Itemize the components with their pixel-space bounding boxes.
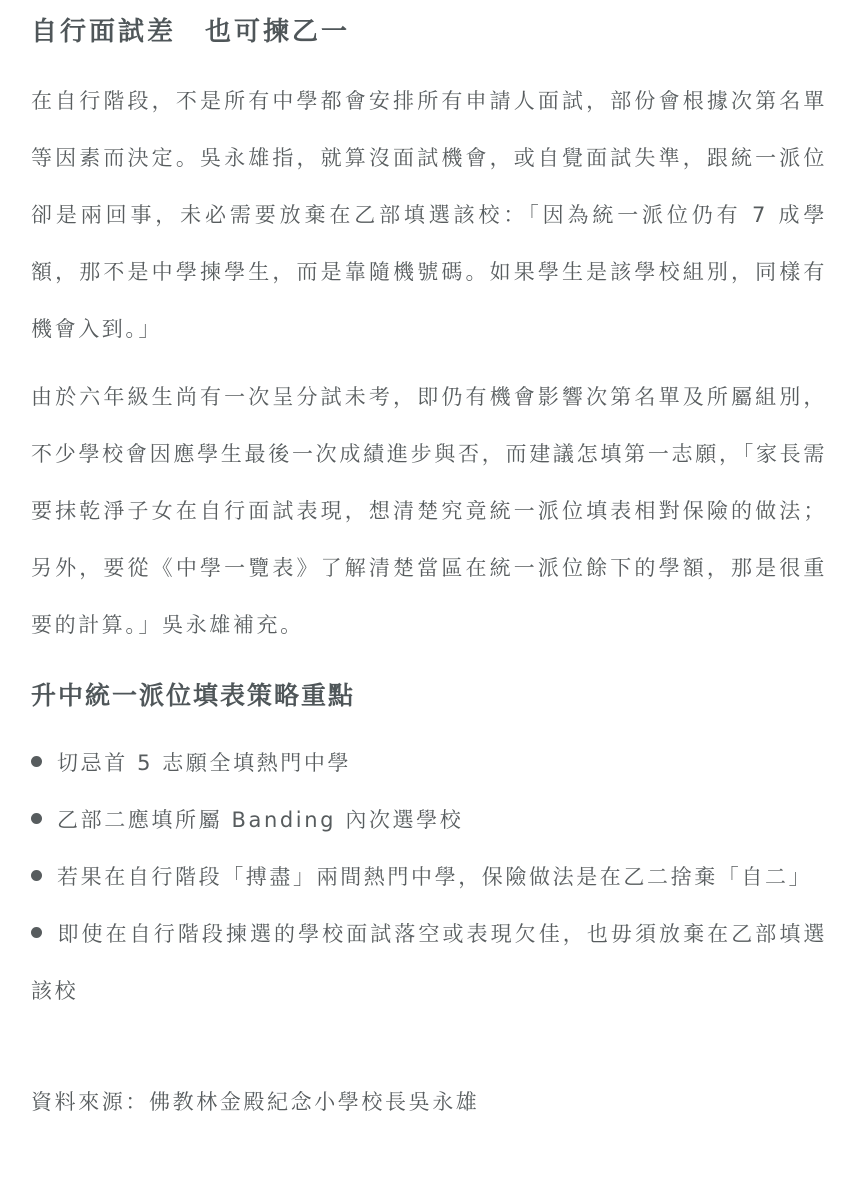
bullet-item bbox=[31, 792, 827, 849]
bullet-item bbox=[31, 906, 827, 1020]
bullet-dot-icon bbox=[31, 756, 42, 767]
article-paragraph-1: 在自行階段，不是所有中學都會安排所有申請人面試，部份會根據次第名單等因素而決定。吳永雄指，就算沒面試機會，或自覺面試失準，跟統一派位卻是兩回事，未必需要放棄在乙部填選該校：「因為統一派位仍有 7 成學額，那不是中學揀學生，而是靠隨機號碼。如果學生是該學校組別，同樣有機會入到。」 bbox=[31, 89, 827, 341]
article-title: 自行面試差 也可揀乙一 bbox=[31, 17, 351, 47]
source-credit: 資料來源：佛教林金殿紀念小學校長吳永雄 bbox=[31, 1090, 480, 1114]
bullet-item bbox=[31, 849, 827, 906]
bullet-dot-icon bbox=[31, 870, 42, 881]
bullet-text: 若果在自行階段「搏盡」兩間熱門中學，保險做法是在乙二捨棄「自二」 bbox=[57, 865, 813, 889]
strategy-bullet-list bbox=[31, 735, 827, 1020]
article-paragraph-2: 由於六年級生尚有一次呈分試未考，即仍有機會影響次第名單及所屬組別，不少學校會因應學生最後一次成績進步與否，而建議怎填第一志願，「家長需要抹乾淨子女在自行面試表現，想清楚究竟統一派位填表相對保險的做法；另外，要從《中學一覽表》了解清楚當區在統一派位餘下的學額，那是很重要的計算。」吳永雄補充。 bbox=[31, 385, 827, 637]
bullet-item bbox=[31, 735, 827, 792]
bullet-text: 切忌首 5 志願全填熱門中學 bbox=[57, 751, 352, 775]
bullet-dot-icon bbox=[31, 813, 42, 824]
section-heading: 升中統一派位填表策略重點 bbox=[31, 681, 356, 710]
bullet-dot-icon bbox=[31, 927, 42, 938]
bullet-text: 即使在自行階段揀選的學校面試落空或表現欠佳，也毋須放棄在乙部填選該校 bbox=[31, 922, 827, 1003]
bullet-text: 乙部二應填所屬 Banding 內次選學校 bbox=[57, 808, 464, 832]
